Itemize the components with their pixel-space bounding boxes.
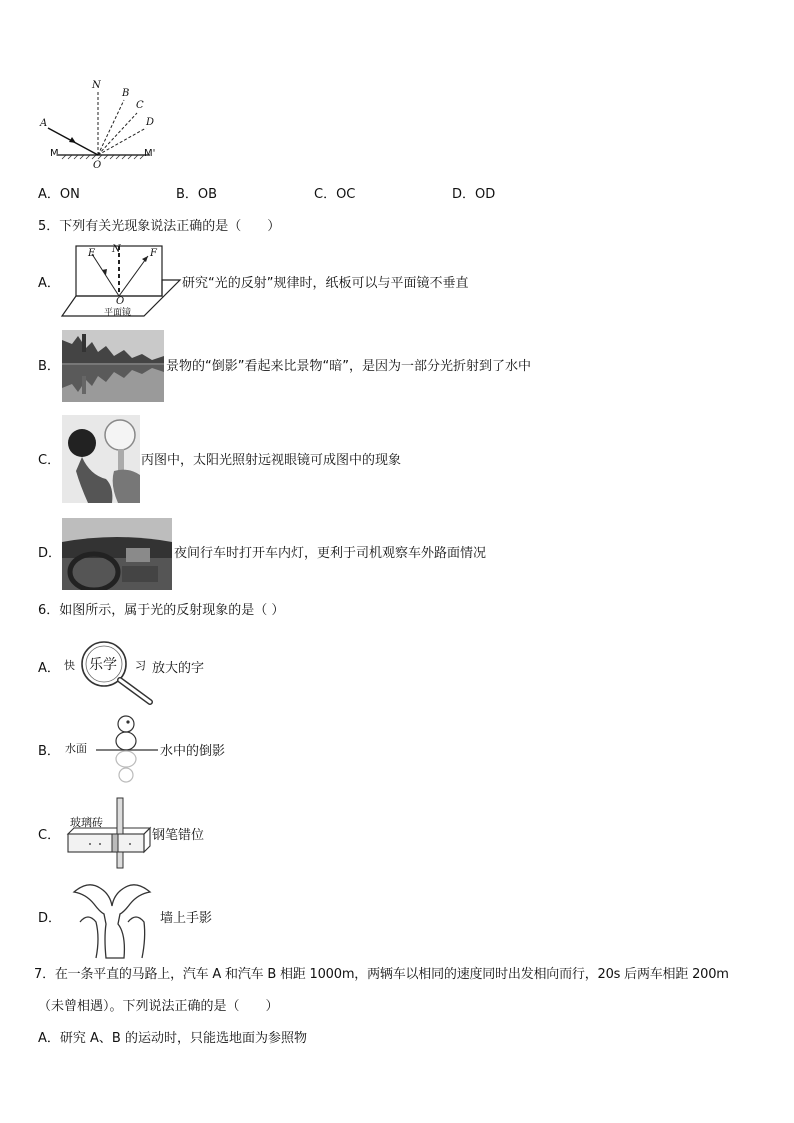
q5-option-b-letter: B． <box>38 359 60 374</box>
q5-c-photo-image <box>62 415 140 503</box>
q5-stem: 5．下列有关光现象说法正确的是（ ） <box>38 219 281 234</box>
q6-stem: 6．如图所示，属于光的反射现象的是（ ） <box>38 603 285 618</box>
q5-a-figure <box>60 244 182 322</box>
q6-option-c-text: 钢笔错位 <box>152 828 205 843</box>
q7-stem-line2: （未曾相遇）。下列说法正确的是（ ） <box>38 999 279 1014</box>
q6-option-b-text: 水中的倒影 <box>160 744 226 759</box>
q5-option-d-letter: D． <box>38 546 62 561</box>
q4-option-d: D．OD <box>452 187 496 202</box>
q6-c-label-glass-brick: 玻璃砖 <box>70 816 103 829</box>
q6-a-char-right: 习 <box>135 659 146 672</box>
q5-c-lens-photo <box>62 415 140 503</box>
q4-option-c: C．OC <box>314 187 356 202</box>
q6-c-glass-brick-figure <box>62 796 154 872</box>
q6-d-hands-drawing <box>66 878 158 960</box>
q5-a-label-f: F <box>150 248 157 259</box>
q6-option-d-letter: D． <box>38 911 62 926</box>
q5-b-photo-image <box>62 330 164 402</box>
q6-option-b-letter: B． <box>38 744 60 759</box>
q4-label-b: B <box>122 88 130 99</box>
q4-option-b: B．OB <box>176 187 218 202</box>
q5-option-a-text: 研究“光的反射”规律时，纸板可以与平面镜不垂直 <box>182 276 469 291</box>
q5-a-label-e: E <box>88 248 96 259</box>
q5-option-d-text: 夜间行车时打开车内灯，更利于司机观察车外路面情况 <box>174 546 487 561</box>
q4-label-o: O <box>93 160 102 171</box>
q4-label-m: M <box>50 148 59 159</box>
q4-label-d: D <box>146 117 155 128</box>
q6-c-pen-drawing <box>62 796 154 872</box>
q4-label-c: C <box>136 100 144 111</box>
q6-a-char-left: 快 <box>64 659 75 672</box>
q6-d-hand-shadow-figure <box>66 878 158 960</box>
q6-a-magnifier-figure <box>62 640 164 706</box>
q6-option-c-letter: C． <box>38 828 61 843</box>
q7-option-a: A．研究 A、B 的运动时，只能选地面为参照物 <box>38 1031 307 1046</box>
q5-option-c-text: 丙图中，太阳光照射远视眼镜可成图中的现象 <box>141 453 402 468</box>
q4-reflection-figure <box>36 76 160 176</box>
q6-a-char-center: 乐学 <box>89 657 117 673</box>
q5-option-a-letter: A． <box>38 276 60 291</box>
q6-option-d-text: 墙上手影 <box>160 911 213 926</box>
q5-option-b-text: 景物的“倒影”看起来比景物“暗”，是因为一部分光折射到了水中 <box>166 359 531 374</box>
q4-label-a: A <box>40 118 48 129</box>
q5-a-label-mirror: 平面镜 <box>104 308 132 318</box>
q6-b-label-water-surface: 水面 <box>65 742 87 755</box>
q5-a-label-o: O <box>116 296 125 307</box>
q5-option-c-letter: C． <box>38 453 61 468</box>
q6-b-water-reflection-figure <box>62 710 162 788</box>
q5-d-car-interior-photo <box>62 518 172 590</box>
q6-option-a-letter: A． <box>38 661 60 676</box>
q5-a-label-n: N <box>112 244 121 255</box>
q5-b-lake-reflection-photo <box>62 330 164 402</box>
q4-option-a: A．ON <box>38 187 80 202</box>
q4-label-n: N <box>92 80 101 91</box>
q4-label-m-prime: M' <box>144 148 156 159</box>
q7-stem-line1: 7．在一条平直的马路上，汽车 A 和汽车 B 相距 1000m，两辆车以相同的速度同时出发相向而行，20s 后两车相距 200m <box>34 967 729 982</box>
q5-d-photo-image <box>62 518 172 590</box>
q6-option-a-text: 放大的字 <box>152 661 205 676</box>
